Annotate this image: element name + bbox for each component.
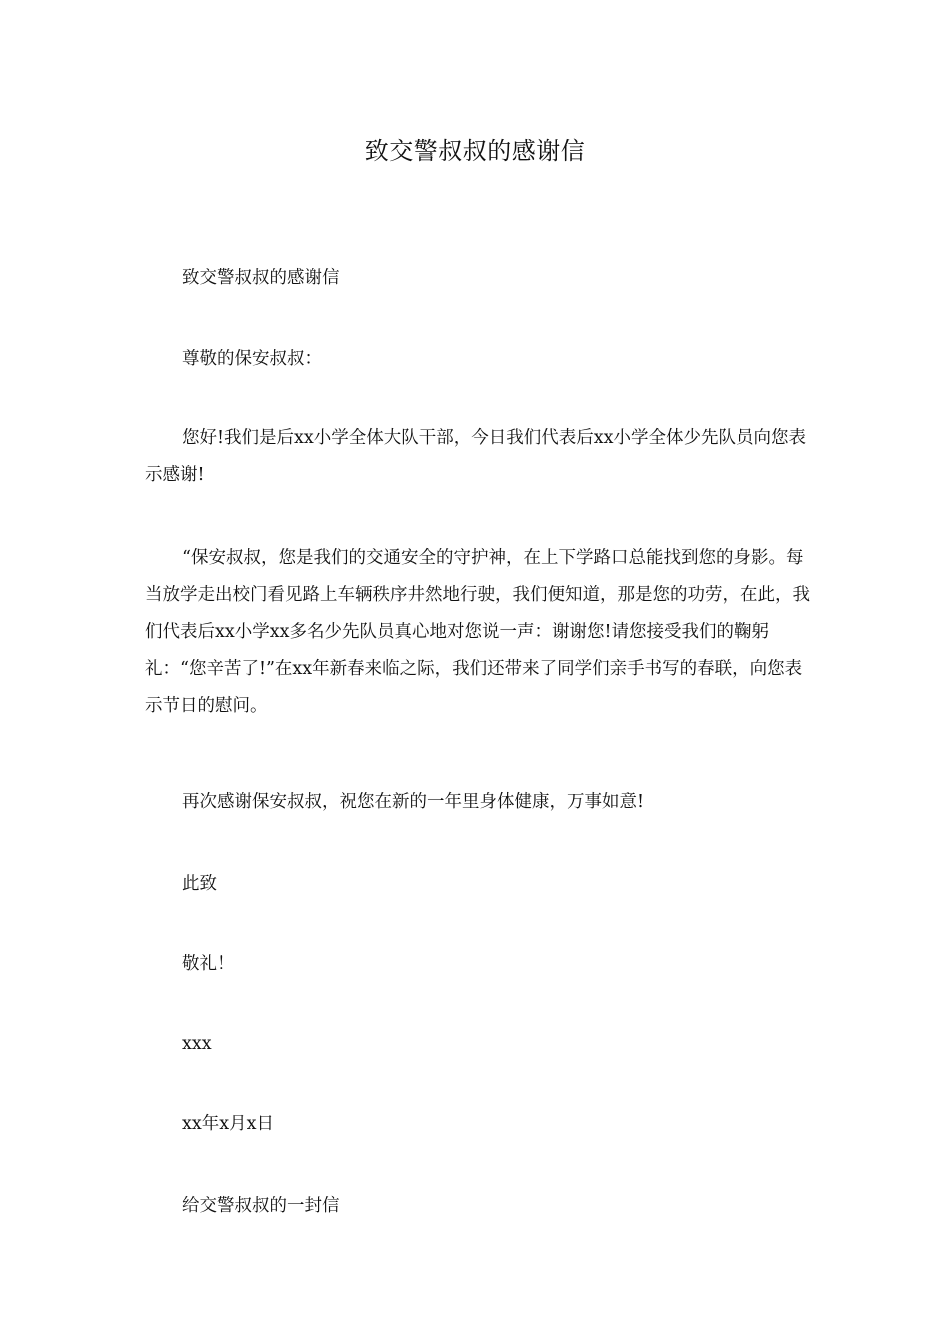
letter-date-text: xx年x月x日 bbox=[182, 1114, 274, 1134]
paragraph-wishes-text: 再次感谢保安叔叔，祝您在新的一年里身体健康，万事如意! bbox=[182, 792, 645, 812]
signature-text: xxx bbox=[182, 1034, 212, 1054]
letter-date bbox=[145, 1106, 815, 1143]
closing-line-2-text: 敬礼！ bbox=[182, 954, 235, 974]
closing-line-2 bbox=[145, 946, 815, 983]
closing-line-1-text: 此致 bbox=[182, 874, 217, 894]
letter-heading-text: 致交警叔叔的感谢信 bbox=[182, 268, 340, 288]
signature bbox=[145, 1026, 815, 1063]
next-letter-heading-text: 给交警叔叔的一封信 bbox=[182, 1196, 340, 1216]
paragraph-thanks-text: “保安叔叔，您是我们的交通安全的守护神，在上下学路口总能找到您的身影。每当放学走出校门看见路上车辆秩序井然地行驶，我们便知道，那是您的功劳，在此，我们代表后xx小学xx多名少先队员真心地对您说一声：谢谢您!请您接受我们的鞠躬礼：“您辛苦了!”在xx年新春来临之际，我们还带来了同学们亲手书写的春联，向您表示节日的慰问。 bbox=[145, 548, 810, 716]
paragraph-wishes bbox=[145, 784, 815, 821]
paragraph-greeting-text: 您好!我们是后xx小学全体大队干部，今日我们代表后xx小学全体少先队员向您表示感谢! bbox=[145, 428, 807, 485]
paragraph-greeting bbox=[145, 420, 815, 494]
next-letter-heading bbox=[145, 1188, 815, 1225]
salutation-text: 尊敬的保安叔叔： bbox=[182, 349, 322, 369]
closing-line-1 bbox=[145, 866, 815, 903]
paragraph-thanks bbox=[145, 540, 815, 725]
salutation bbox=[145, 341, 815, 378]
document-title: 致交警叔叔的感谢信 bbox=[364, 137, 586, 165]
letter-heading bbox=[145, 260, 815, 297]
